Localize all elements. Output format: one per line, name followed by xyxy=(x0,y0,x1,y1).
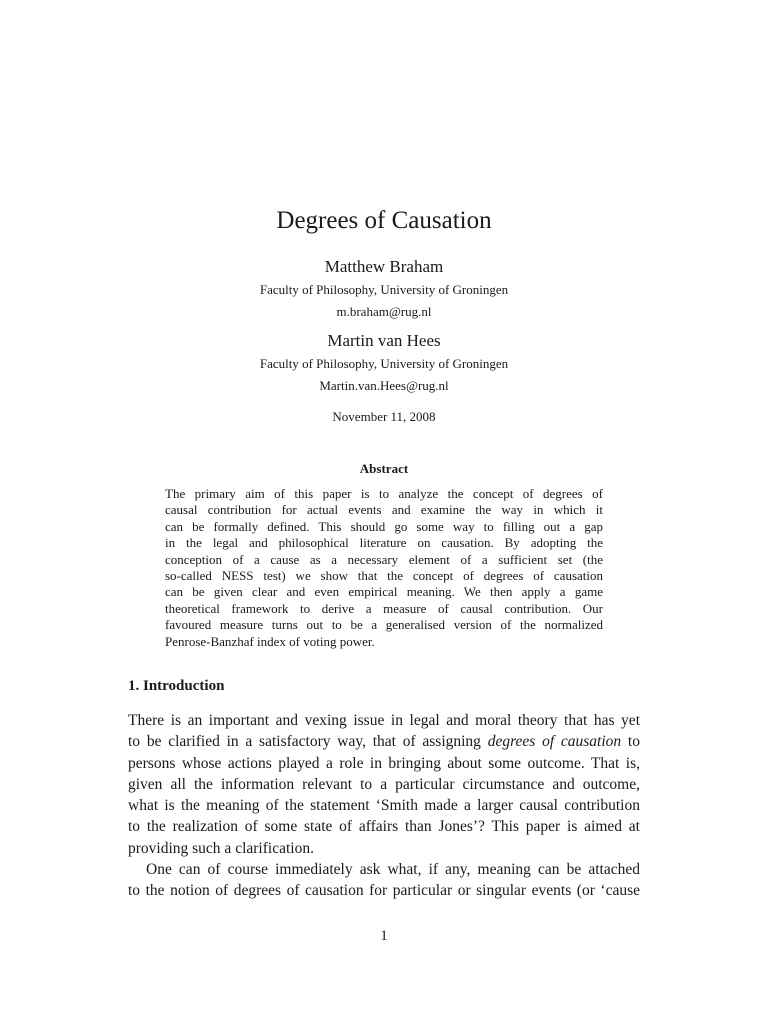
body-line: given all the information relevant to a particular circumstance and outcome, xyxy=(128,775,640,793)
body-line: what is the meaning of the statement ‘Smith made a larger causal contribution xyxy=(128,797,640,815)
section-heading: 1. Introduction xyxy=(128,678,225,694)
emphasized-term: degrees of causation xyxy=(487,733,622,751)
abstract-line: theoretical framework to derive a measure of causal contribution. Our xyxy=(165,600,603,616)
abstract-line: so-called NESS test) we show that the concept of degrees of causation xyxy=(165,567,603,583)
author-affiliation-2: Faculty of Philosophy, University of Groningen xyxy=(259,356,509,371)
author-email-1[interactable]: m.braham@rug.nl xyxy=(336,304,432,319)
body-line: providing such a clarification. xyxy=(128,839,314,857)
paper-date: November 11, 2008 xyxy=(332,409,436,424)
body-line-text: to be clarified in a satisfactory way, that of assigning xyxy=(128,733,488,751)
author-email-2[interactable]: Martin.van.Hees@rug.nl xyxy=(319,378,449,393)
author-name-1: Matthew Braham xyxy=(324,257,444,276)
body-line: to the notion of degrees of causation for particular or singular events (or ‘cause xyxy=(128,882,640,900)
body-line xyxy=(128,731,640,752)
abstract-line: can be formally defined. This should go some way to filling out a gap xyxy=(165,518,603,534)
body-line: persons whose actions played a role in bringing about some outcome. That is, xyxy=(128,754,640,772)
section-body xyxy=(128,710,640,902)
abstract-line: causal contribution for actual events and examine the way in which it xyxy=(165,502,603,518)
abstract-heading: Abstract xyxy=(359,461,409,476)
abstract-line: can be given clear and even empirical meaning. We then apply a game xyxy=(165,584,603,600)
abstract-line: Penrose-Banzhaf index of voting power. xyxy=(165,633,375,649)
abstract-line: favoured measure turns out to be a generalised version of the normalized xyxy=(165,617,603,633)
body-line: There is an important and vexing issue in legal and moral theory that has yet xyxy=(128,712,640,729)
body-line-text: to xyxy=(621,733,640,751)
body-line: One can of course immediately ask what, if any, meaning can be attached xyxy=(146,861,640,879)
abstract-line: conception of a cause as a necessary element of a sufficient set (the xyxy=(165,551,603,567)
abstract-body xyxy=(165,486,603,650)
abstract-line: The primary aim of this paper is to analyze the concept of degrees of xyxy=(165,486,603,501)
paper-title: Degrees of Causation xyxy=(276,207,492,234)
body-line: to the realization of some state of affairs than Jones’? This paper is aimed at xyxy=(128,818,640,836)
author-name-2: Martin van Hees xyxy=(327,331,441,350)
abstract-line: in the legal and philosophical literature on causation. By adopting the xyxy=(165,535,603,551)
author-affiliation-1: Faculty of Philosophy, University of Groningen xyxy=(259,282,509,297)
page-number: 1 xyxy=(380,928,388,944)
